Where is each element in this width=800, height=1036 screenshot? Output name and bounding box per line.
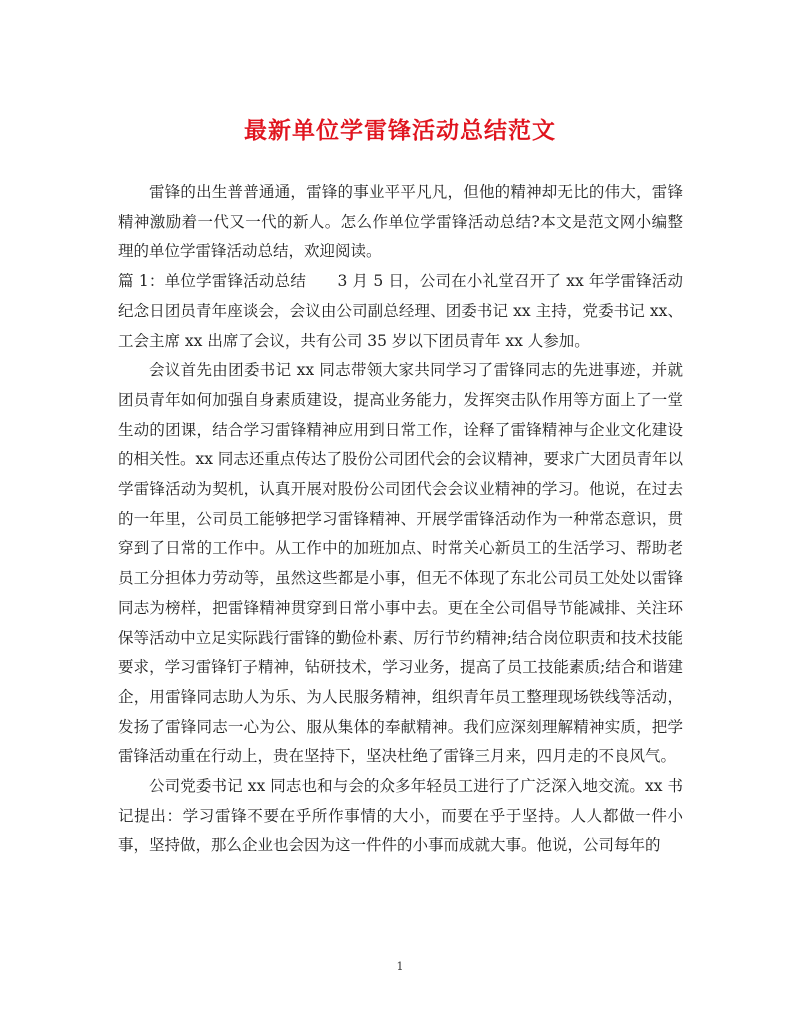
document-body — [118, 178, 683, 861]
meeting-paragraph: 会议首先由团委书记 xx 同志带领大家共同学习了雷锋同志的先进事迹，并就团员青年如何加强自身素质建设，提高业务能力，发挥突击队作用等方面上了一堂生动的团课，结合学习雷锋精神应用到日常工作，诠释了雷锋精神与企业文化建设的相关性。xx 同志还重点传达了股份公司团代会的会议精神，要求广大团员青年以学雷锋活动为契机，认真开展对股份公司团代会会议业精神的学习。他说，在过去的一年里，公司员工能够把学习雷锋精神、开展学雷锋活动作为一种常态意识，贯穿到了日常的工作中。从工作中的加班加点、时常关心新员工的生活学习、帮助老员工分担体力劳动等，虽然这些都是小事，但无不体现了东北公司员工处处以雷锋同志为榜样，把雷锋精神贯穿到日常小事中去。更在全公司倡导节能减排、关注环保等活动中立足实际践行雷锋的勤俭朴素、厉行节约精神;结合岗位职责和技术技能要求，学习雷锋钉子精神，钻研技术，学习业务，提高了员工技能素质;结合和谐建企，用雷锋同志助人为乐、为人民服务精神，组织青年员工整理现场铁线等活动，发扬了雷锋同志一心为公、服从集体的奉献精神。我们应深刻理解精神实质，把学雷锋活动重在行动上，贵在坚持下，坚决杜绝了雷锋三月来，四月走的不良风气。 — [118, 361, 683, 766]
secretary-paragraph: 公司党委书记 xx 同志也和与会的众多年轻员工进行了广泛深入地交流。xx 书记提出：学习雷锋不要在乎所作事情的大小，而要在乎于坚持。人人都做一件小事，坚持做，那么企业也会因为这一件件的小事而成就大事。他说，公司每年的 — [118, 777, 683, 855]
section-1-paragraph: 篇 1：单位学雷锋活动总结 3 月 5 日，公司在小礼堂召开了 xx 年学雷锋活动纪念日团员青年座谈会，会议由公司副总经理、团委书记 xx 主持，党委书记 xx、工会主席 xx 出席了会议，共有公司 35 岁以下团员青年 xx 人参加。 — [118, 272, 683, 350]
intro-paragraph: 雷锋的出生普普通通，雷锋的事业平平凡凡，但他的精神却无比的伟大，雷锋精神激励着一代又一代的新人。怎么作单位学雷锋活动总结?本文是范文网小编整理的单位学雷锋活动总结，欢迎阅读。 — [118, 183, 683, 261]
document-title: 最新单位学雷锋活动总结范文 — [244, 117, 556, 144]
page-number: 1 — [396, 960, 404, 973]
